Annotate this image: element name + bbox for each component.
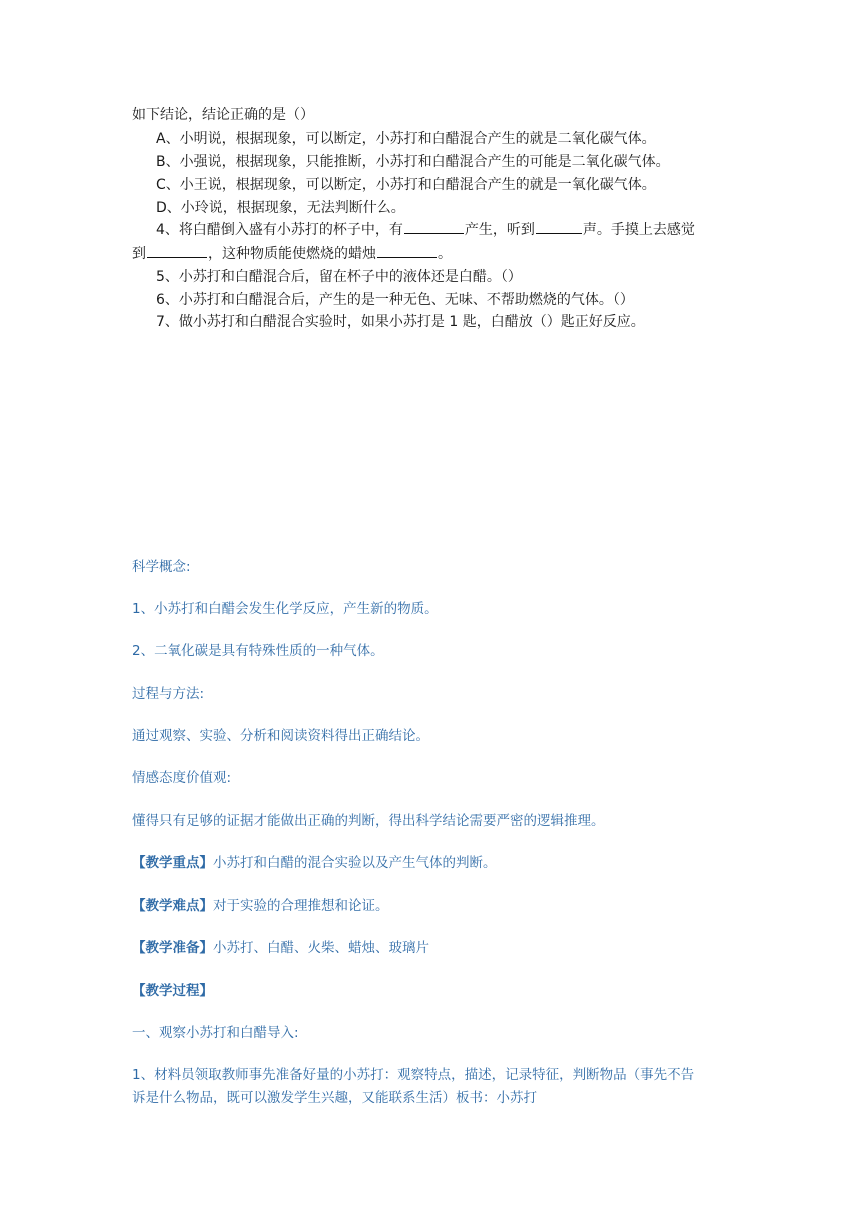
- q4-text-5: ，这种物质能使燃烧的蜡烛: [208, 246, 376, 262]
- attitude-text: 懂得只有足够的证据才能做出正确的判断，得出科学结论需要严密的逻辑推理。: [132, 813, 605, 829]
- option-d: D、小玲说，根据现象，无法判断什么。: [156, 200, 405, 216]
- difficulty: [132, 897, 389, 915]
- teaching-process-heading: [132, 982, 213, 1000]
- fill-in-blank[interactable]: [147, 245, 207, 258]
- q4-text-4: 到: [132, 246, 146, 262]
- step-heading: 一、观察小苏打和白醋导入:: [132, 1025, 299, 1041]
- step-1-line-2: 诉是什么物品，既可以激发学生兴趣，又能联系生活）板书：小苏打: [132, 1090, 537, 1106]
- q4-text-2: 产生，听到: [464, 222, 535, 238]
- process-heading: 过程与方法:: [132, 686, 205, 702]
- question-7: 7、做小苏打和白醋混合实验时，如果小苏打是 1 匙，白醋放（）匙正好反应。: [156, 314, 645, 330]
- option-a: A、小明说，根据现象，可以断定，小苏打和白醋混合产生的就是二氧化碳气体。: [156, 131, 656, 147]
- preparation: [132, 939, 429, 957]
- q4-text-3: 声。手摸上去感觉: [582, 222, 695, 238]
- option-c: C、小王说，根据现象，可以断定，小苏打和白醋混合产生的就是一氧化碳气体。: [156, 177, 656, 193]
- question-6: 6、小苏打和白醋混合后，产生的是一种无色、无味、不帮助燃烧的气体。（）: [156, 292, 634, 308]
- key-point: [132, 854, 497, 872]
- step-1-line-1: 1、材料员领取教师事先准备好量的小苏打：观察特点，描述，记录特征，判断物品（事先不告: [132, 1067, 695, 1083]
- fill-in-blank[interactable]: [536, 221, 582, 234]
- q4-text-1: 4、将白醋倒入盛有小苏打的杯子中，有: [156, 222, 403, 238]
- fill-in-blank[interactable]: [377, 245, 437, 258]
- question-4-line-1: [156, 221, 695, 239]
- question-4-line-2: [132, 245, 452, 263]
- science-concept-heading: 科学概念:: [132, 559, 191, 575]
- difficulty-text: 对于实验的合理推想和论证。: [213, 898, 389, 914]
- question-intro: 如下结论，结论正确的是（）: [132, 107, 314, 123]
- option-b: B、小强说，根据现象，只能推断，小苏打和白醋混合产生的可能是二氧化碳气体。: [156, 154, 670, 170]
- attitude-heading: 情感态度价值观:: [132, 770, 232, 786]
- preparation-text: 小苏打、白醋、火柴、蜡烛、玻璃片: [213, 940, 429, 956]
- teaching-process-label: 【教学过程】: [132, 983, 213, 999]
- concept-1: 1、小苏打和白醋会发生化学反应，产生新的物质。: [132, 601, 438, 617]
- fill-in-blank[interactable]: [404, 221, 464, 234]
- q4-text-6: 。: [438, 246, 452, 262]
- process-text: 通过观察、实验、分析和阅读资料得出正确结论。: [132, 728, 429, 744]
- key-point-label: 【教学重点】: [132, 855, 213, 871]
- preparation-label: 【教学准备】: [132, 940, 213, 956]
- question-5: 5、小苏打和白醋混合后，留在杯子中的液体还是白醋。（）: [156, 269, 522, 285]
- difficulty-label: 【教学难点】: [132, 898, 213, 914]
- concept-2: 2、二氧化碳是具有特殊性质的一种气体。: [132, 643, 384, 659]
- key-point-text: 小苏打和白醋的混合实验以及产生气体的判断。: [213, 855, 497, 871]
